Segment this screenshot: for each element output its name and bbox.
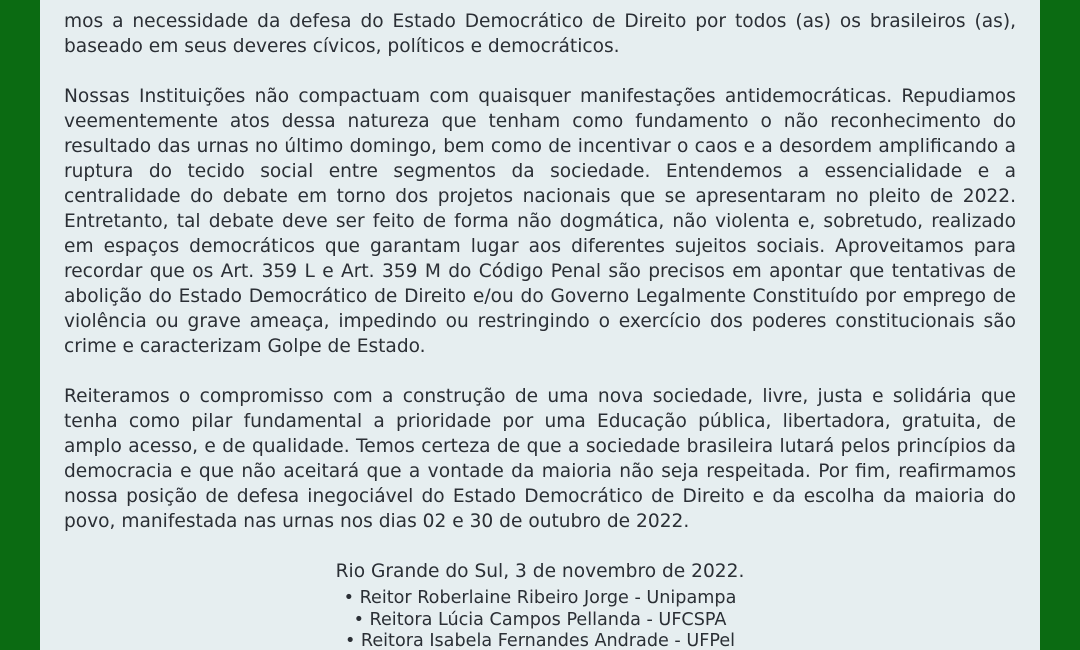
signatory: • Reitora Lúcia Campos Pellanda - UFCSPA <box>353 609 727 630</box>
paragraph-commitment: Reiteramos o compromisso com a construção de uma nova sociedade, livre, justa e solidária que tenha como pilar fundamental a prioridade por uma Educação pública, libertadora, gratuita, de amplo acesso, e de qualidade. Temos certeza de que a sociedade brasileira lutará pelos princípios da democracia e que não aceitará que a vontade da maioria não seja respeitada. Por fim, reafirmamos nossa posição de defesa inegociável do Estado Democrático de Direito e da escolha da maioria do povo, manifestada nas urnas nos dias 02 e 30 de outubro de 2022. <box>64 385 1016 532</box>
paragraph-intro-tail: mos a necessidade da defesa do Estado Democrático de Direito por todos (as) os brasileiros (as), baseado em seus deveres cívicos, políticos e democráticos. <box>64 10 1016 57</box>
signatory: • Reitora Isabela Fernandes Andrade - UFPel <box>344 631 736 650</box>
letter-card <box>40 0 1040 650</box>
place-date: Rio Grande do Sul, 3 de novembro de 2022. <box>335 560 745 582</box>
signatory: • Reitor Roberlaine Ribeiro Jorge - Unipampa <box>343 588 737 608</box>
signatories-list <box>40 588 1040 650</box>
paragraph-repudiation: Nossas Instituições não compactuam com quaisquer manifestações antidemocráticas. Repudiamos veementemente atos dessa natureza que tenham como fundamento o não reconhecimento do resultado das urnas no último domingo, bem como de incentivar o caos e a desordem amplificando a ruptura do tecido social entre segmentos da sociedade. Entendemos a essencialidade e a centralidade do debate em torno dos projetos nacionais que se apresentaram no pleito de 2022. Entretanto, tal debate deve ser feito de forma não dogmática, não violenta e, sobretudo, realizado em espaços democráticos que garantam lugar aos diferentes sujeitos sociais. Aproveitamos para recordar que os Art. 359 L e Art. 359 M do Código Penal são precisos em apontar que tentativas de abolição do Estado Democrático de Direito e/ou do Governo Legalmente Constituído por emprego de violência ou grave ameaça, impedindo ou restringindo o exercício dos poderes constitucionais são crime e caracterizam Golpe de Estado. <box>64 85 1016 357</box>
